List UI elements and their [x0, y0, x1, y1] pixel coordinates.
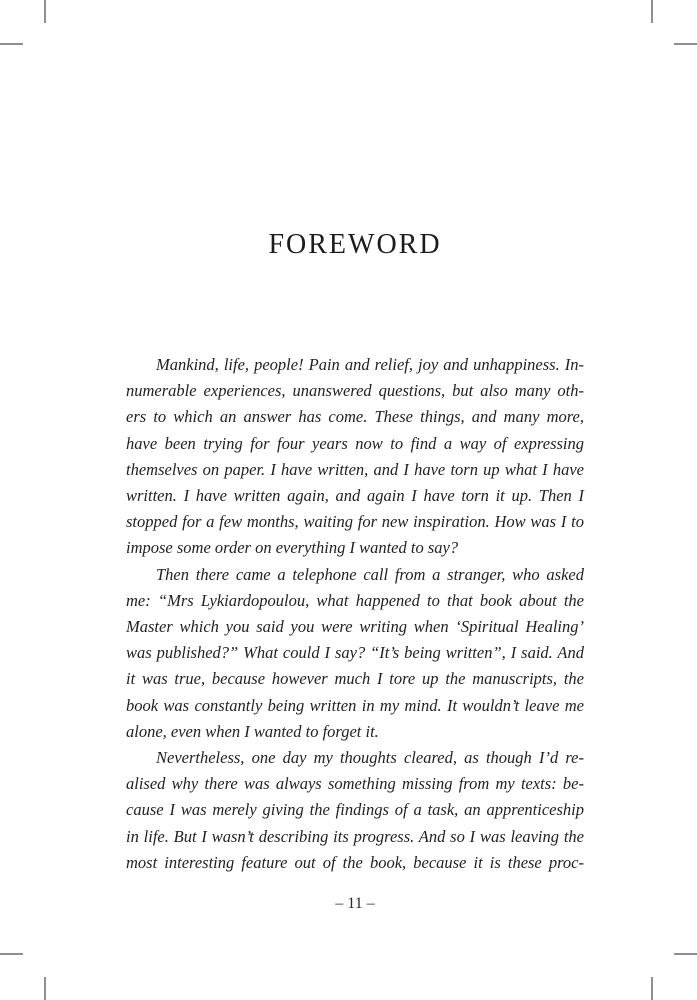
text-line: ers to which an answer has come. These things, and many more,	[126, 407, 584, 427]
crop-mark-top-right-vertical	[651, 0, 653, 23]
page-title: FOREWORD	[268, 229, 442, 260]
text-line: cause I was merely giving the findings of a task, an apprenticeship	[126, 800, 584, 820]
crop-mark-bottom-left-horizontal	[0, 953, 23, 955]
text-line: alised why there was always something missing from my texts: be-	[126, 774, 584, 794]
text-line: Master which you said you were writing when ‘Spiritual Healing’	[126, 617, 584, 637]
text-line: written. I have written again, and again I have torn it up. Then I	[126, 486, 584, 506]
crop-mark-bottom-left-vertical	[44, 977, 46, 1000]
text-line: stopped for a few months, waiting for new inspiration. How was I to	[126, 512, 584, 532]
text-line: was published?” What could I say? “It’s being written”, I said. And	[126, 643, 584, 663]
crop-mark-top-left-vertical	[44, 0, 46, 23]
crop-mark-bottom-right-horizontal	[674, 953, 697, 955]
page-number: – 11 –	[335, 895, 375, 912]
crop-mark-top-right-horizontal	[674, 43, 697, 45]
text-line: numerable experiences, unanswered questions, but also many oth-	[126, 381, 584, 401]
text-line: impose some order on everything I wanted to say?	[126, 538, 459, 558]
crop-mark-bottom-right-vertical	[651, 977, 653, 1000]
text-line: most interesting feature out of the book, because it is these proc-	[126, 852, 584, 872]
text-line: themselves on paper. I have written, and I have torn up what I have	[126, 459, 584, 479]
text-line: alone, even when I wanted to forget it.	[126, 721, 379, 741]
text-line: book was constantly being written in my mind. It wouldn’t leave me	[126, 695, 584, 715]
paragraph	[126, 562, 584, 745]
text-line: have been trying for four years now to find a way of expressing	[126, 433, 584, 453]
text-line: me: “Mrs Lykiardopoulou, what happened to that book about the	[126, 590, 584, 610]
text-line: in life. But I wasn’t describing its progress. And so I was leaving the	[126, 826, 584, 846]
text-line: Then there came a telephone call from a stranger, who asked	[156, 564, 584, 584]
text-line: Mankind, life, people! Pain and relief, joy and unhappiness. In-	[156, 355, 584, 374]
text-line: Nevertheless, one day my thoughts cleared, as though I’d re-	[156, 748, 584, 768]
body-text	[126, 352, 584, 876]
crop-mark-top-left-horizontal	[0, 43, 23, 45]
paragraph	[126, 745, 584, 876]
paragraph	[126, 352, 584, 562]
text-line: it was true, because however much I tore up the manuscripts, the	[126, 669, 584, 689]
